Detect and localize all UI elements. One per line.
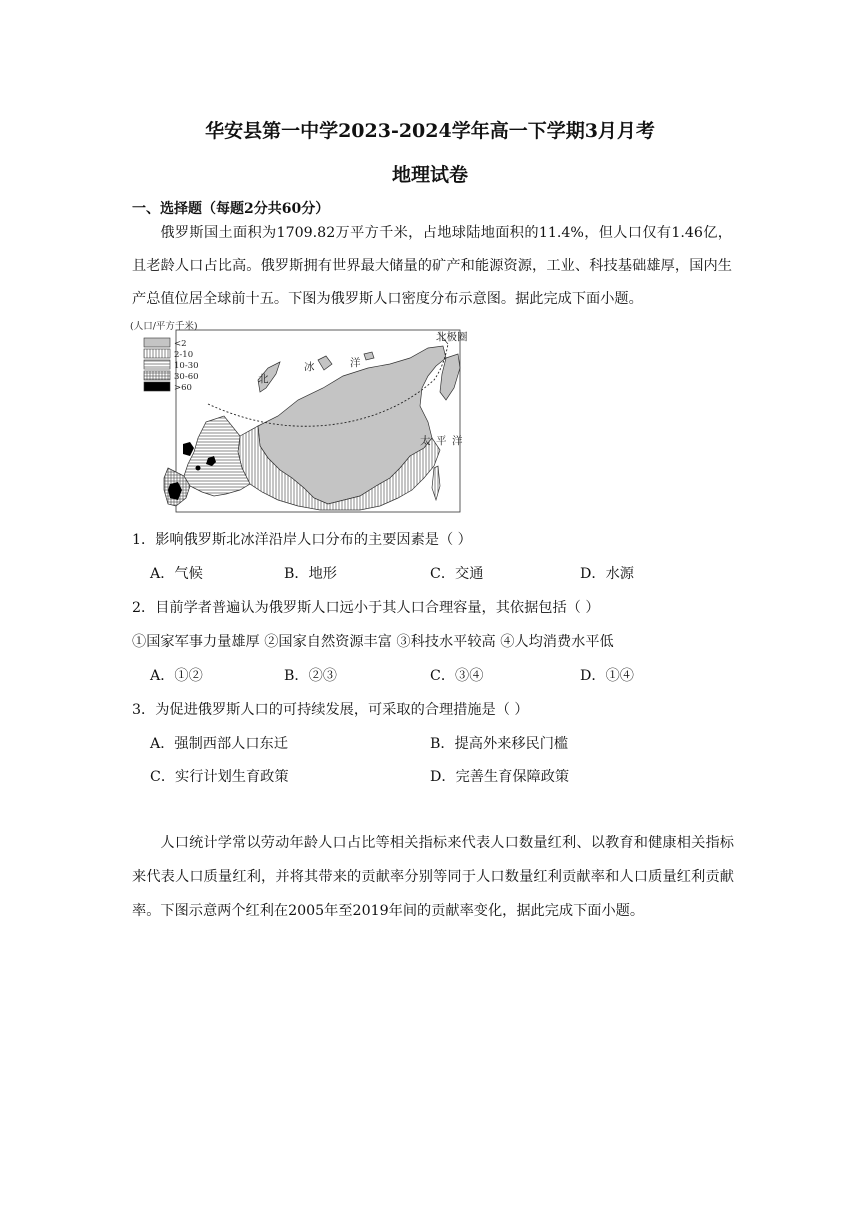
legend-label-5: >60 <box>174 383 192 393</box>
q2-option-b: B．②③ <box>284 668 337 684</box>
dense-area-moscow <box>183 442 194 456</box>
russia-population-density-map <box>128 318 478 518</box>
legend-label-4: 30-60 <box>174 372 199 382</box>
sakhalin <box>432 466 440 500</box>
page-title: 华安县第一中学2023-2024学年高一下学期3月月考 <box>205 120 655 142</box>
question-3-stem: 3．为促进俄罗斯人口的可持续发展，可采取的合理措施是（ ） <box>132 702 529 718</box>
dense-point-city <box>196 466 201 471</box>
ocean-label-north-1: 北 <box>258 373 269 385</box>
question-2-statements: ①国家军事力量雄厚 ②国家自然资源丰富 ③科技水平较高 ④人均消费水平低 <box>132 634 614 650</box>
q1-option-c: C．交通 <box>430 566 484 582</box>
q1-option-a: A．气候 <box>150 566 203 582</box>
q1-option-b: B．地形 <box>284 566 337 582</box>
legend-swatch-4 <box>144 371 170 380</box>
q2-option-c: C．③④ <box>430 668 484 684</box>
page-subtitle: 地理试卷 <box>391 164 468 186</box>
legend-label-2: 2-10 <box>174 350 194 360</box>
question-1-stem: 1．影响俄罗斯北冰洋沿岸人口分布的主要因素是（ ） <box>132 532 472 548</box>
ocean-label-north-3: 洋 <box>350 357 361 369</box>
q3-option-a: A．强制西部人口东迁 <box>150 736 288 752</box>
new-siberian-islands <box>364 352 374 360</box>
section-heading: 一、选择题（每题2分共60分） <box>132 201 330 217</box>
legend-swatch-3 <box>144 360 170 369</box>
legend-swatch-1 <box>144 338 170 347</box>
question-2-stem: 2．目前学者普遍认为俄罗斯人口远小于其人口合理容量，其依据包括（ ） <box>132 600 600 616</box>
ocean-label-pacific-2: 平 <box>436 435 447 447</box>
severnaya-zemlya <box>318 356 332 370</box>
ocean-label-pacific-1: 太 <box>420 435 431 447</box>
passage-2: 人口统计学常以劳动年龄人口占比等相关指标来代表人口数量红利、以教育和健康相关指标来代表人口质量红利，并将其带来的贡献率分别等同于人口数量红利贡献率和人口质量红利贡献率。下图示意两个红利在2005年至2019年间的贡献率变化，据此完成下面小题。 <box>132 835 734 919</box>
passage-1: 俄罗斯国土面积为1709.82万平方千米，占地球陆地面积的11.4%，但人口仅有1.46亿，且老龄人口占比高。俄罗斯拥有世界最大储量的矿产和能源资源，工业、科技基础雄厚，国内生产总值位居全球前十五。下图为俄罗斯人口密度分布示意图。据此完成下面小题。 <box>132 225 732 307</box>
kamchatka <box>440 354 460 400</box>
legend-swatch-5 <box>144 382 170 391</box>
q1-option-d: D．水源 <box>580 566 634 582</box>
ocean-label-pacific-3: 洋 <box>452 435 463 447</box>
arctic-circle-label: 北极圈 <box>436 331 468 343</box>
legend-label-3: 10-30 <box>174 361 199 371</box>
legend-label-1: <2 <box>174 339 187 349</box>
legend-swatch-2 <box>144 349 170 358</box>
q3-option-c: C．实行计划生育政策 <box>150 769 289 785</box>
map-legend <box>144 338 199 393</box>
ocean-label-north-2: 冰 <box>304 361 315 373</box>
q3-option-d: D．完善生育保障政策 <box>430 769 570 785</box>
q3-option-b: B．提高外来移民门槛 <box>430 736 569 752</box>
q2-option-d: D．①④ <box>580 668 634 684</box>
q2-option-a: A．①② <box>150 668 203 684</box>
legend-title: (人口/平方千米) <box>130 321 198 332</box>
